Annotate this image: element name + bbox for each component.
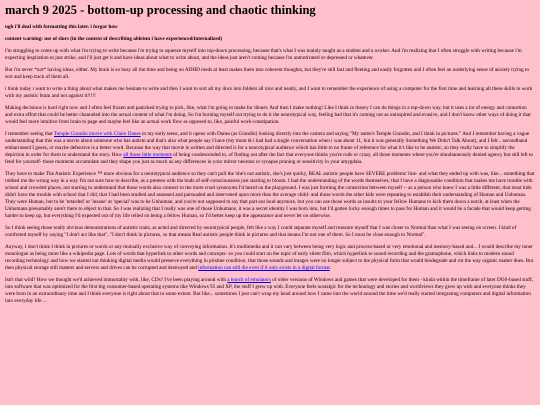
paragraph-7: So I think seeing those really obvious demonstrations of autistic traits, as acted and directed by neurotypical people, felt like a way I could separate myself and reassure myself that I was closer to Normal than what I was seeing on screen. I kind of comforted myself by saying "I don't act like that", "I don't think in pictures, so that means Real autistic people think in pictures and that means I'm not one of them. So I must be close enough to Normal". — [5, 224, 517, 238]
temple-grandin-movie-link[interactable]: Temple Grandin movie with Claire Danes — [53, 130, 141, 137]
paragraph-3: i think today i want to write a thing about what makes me hesitate to write and then I want to sort all my docs into folders all nice and neatly, and I want to remember the experience of using a computer for the first time and learning all these skills to work with my autistic brain and not against it!!!!! — [5, 85, 533, 99]
little-moments-link[interactable]: all those little moments — [123, 151, 172, 158]
paragraph-5-text-b: in my early teens, and it opens with Danes (as Grandin) looking directly into the camera and saying "My name's Temple Grandin, and I think in pictures." And I remember having a vague understanding that this was a movie about someone who has autism and that's also what people say I have (my mom & i had had a single conversation when i was about 11, but it was generally Something We Didn't Talk About), and I felt... secondhand embarrassed I guess, or maybe defensive is a better word. Because the way that movie is written and directed is for a neurotypical audience which has little to no frame of reference for what it's like to be autistic, so they really have to simplify the depiction in order for them to understand the story. How — [5, 130, 530, 158]
paragraph-8 — [5, 244, 535, 272]
paragraph-5 — [5, 131, 535, 166]
paragraph-8-text-b: . — [329, 264, 332, 271]
paragraph-2: But i'm never *not* having ideas, either. My brain is so busy all the time and being on ADHD meds at least makes them into coherent thoughts, but they're still fast and fleeting and easily forgotten and I often feel an underlying sense of anxiety trying to sort and keep track of them all. — [5, 66, 530, 80]
emulators-link[interactable]: a bunch of emulators — [227, 276, 271, 283]
paragraph-1: I'm struggling to come up with what i'm trying to write because i'm trying to squeeze myself into top-down processing, because that's what I was mainly taught as a student and a worker. And i'm realizing that I often struggle with writing because i'm expecting inspiration to just strike, and i'll just get it and have ideas about what to write about, and the ideas just aren't coming because i'm unmotivated or depressed or whatever. — [5, 47, 522, 61]
post-title: march 9 2025 - bottom-up processing and chaotic thinking — [5, 3, 316, 17]
paragraph-4: Making decisions is hard right now and I often feel frozen and panicked trying to pick, like, what i'm going to make for dinner. And then I make nothing! Like I think in theory I can do things in a top-down way, but it uses a lot of energy and contortion and extra effort that could be better channeled into the actual content of what i'm doing. So i'm burning myself out trying to do it the neurotypical way, feeling bad that it's coming out as uninspired and evasive, and I don't know other ways of doing it that would feel more intuitive from brain to page and maybe feel like an actual work flow as opposed to, like, painful work-constipation. — [5, 104, 531, 125]
formatting-note: ugh i'll deal with formatting this later. i forgor how — [5, 24, 118, 30]
content-warning: content warning: use of slurs (in the context of describing ableism i have experienced/internalized) — [5, 35, 223, 42]
digital-information-link[interactable]: information can still die even if it only exists in a digital format — [198, 264, 330, 271]
paragraph-5-text-c: of being condescended to, of finding out after the fact that everyone thinks you're rude or crazy, all those moments where you're simultaneously denied agency but still left to fend for yourself- those moments accumulate and they shape you just as much as any differences in your mirror neurons or synapse pruning or sensitivity in your amygdala. — [5, 151, 534, 165]
paragraph-9 — [5, 277, 535, 305]
paragraph-6: They have to make The Autistic Experience ™ more obvious for a neurotypical audience so they can't pull the 'she's not autistic, she's just quirky, REAL autistic people have SEVERE problems' line- and what they ended up with was, like... something that rubbed me the wrong way in a way I'm not sure how to describe, as a preteen with the buds of self-consciousness just starting to bloom. I had the understanding of the words themselves; that I have a diagnosable condition that makes me have trouble with school and crowded places, not starting to understand that those words also connect to the more cruel synonyms I'd heard on the playground. I was just forming the connection between myself -- as a person who knew I was a little different, that most kids didn't have the trouble with school that I did, that I had been studied and assessed and pursuaded and intervened upon more than the average child- and those words the other kids were repeating to establish their understanding of Human and Unhuman. They were Human, but to be 'retarded' or 'insane' or 'special' was to be Unhuman, and you're not supposed to say that part out loud anymore, but you can use those words as insults to your fellow Humans to kick them down a notch, at least when the Unhumans presumably aren't there to object to that. So I was realizing that I really was one of those Unhumans, it was a secret identity I was born into, but I'd gotten lucky enough times to pass for Human and it would be a facade that would keep getting harder to keep up, but everything I'd expected out of my life relied on being a fellow Human, so I'd better keep up the appearance and never let on otherwise. — [5, 170, 535, 219]
paragraph-5-text-a: I remember seeing that — [5, 130, 54, 137]
paragraph-8-text-a: Anyway, I don't think I think in pictures or words or any mutually exclusive way of conveying information. It's multimedia and it can vary between being very logic and process-based or very emotional and memory-based and... I would describe my inner monologue as being more like a wikipedia page. Lots of words that hyperlink to other words and concepts- so you could start on the topic of early silent film, which hyperlink to sound recording and the gramophone, which links to modern sound recording technology and how we started out thinking digital media would preserve everything in pristine condition, that those sounds and images were no longer subject to the physical form that would biodegrade and rot the way organic matter does. But then physical storage still matters and servers and drives can be corrupted and destroyed and — [5, 243, 534, 271]
paragraph-9-text-a: Isn't that wild? How we thought we'd achieved immortality with, like, CDs? I've been playing around with — [5, 276, 228, 283]
paragraph-9-text-b: of older versions of Windows and games that were developed for them - kinda within the timeframe of later DOS-based stuff, into software that was optimized for the first big consumer-based operating systems like Windows 95 and XP, the stuff I grew up with. Everyone feels nostalgic for the technology and stories and worldviews they grew up with and everyone thinks they were born in an extraordinary time and I think everyone is right about that to some extent. But like... sometimes I just can't wrap my head around how I came into the world around the time we'd really started integrating computers and digital information into everyday life ... — [5, 276, 533, 304]
